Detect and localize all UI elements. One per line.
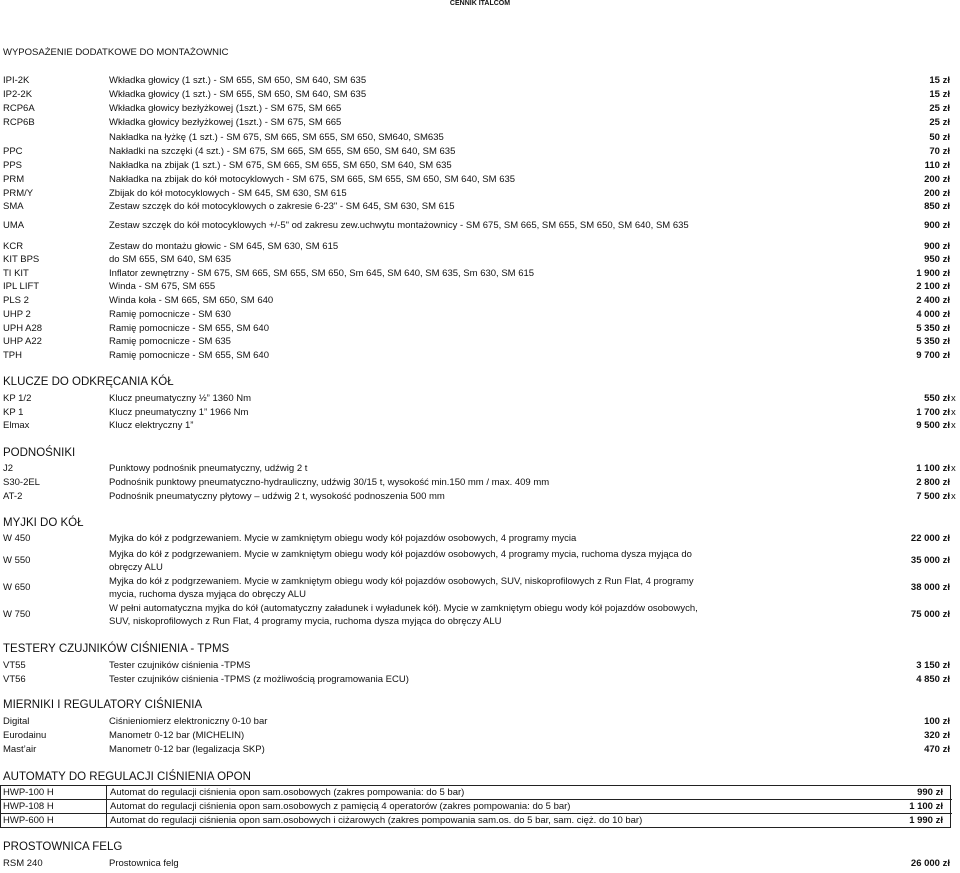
product-price: 25 zł <box>929 117 950 128</box>
section-title-tpms: TESTERY CZUJNIKÓW CIŚNIENIA - TPMS <box>3 643 230 655</box>
row-mark: x <box>951 407 956 418</box>
product-price: 7 500 zł <box>916 491 950 502</box>
product-code: HWP-108 H <box>3 801 54 812</box>
section-title-montaz: WYPOSAŻENIE DODATKOWE DO MONTAŻOWNIC <box>3 47 229 58</box>
product-description: Manometr 0-12 bar (legalizacja SKP) <box>109 744 265 755</box>
row-mark: x <box>951 420 956 431</box>
product-code: TPH <box>3 350 22 361</box>
row-mark: x <box>951 463 956 474</box>
table-row <box>0 575 960 601</box>
product-code: KCR <box>3 241 24 252</box>
product-description: Nakładka na zbijak do kół motocyklowych - SM 675, SM 665, SM 655, SM 650, SM 640, SM 635 <box>109 174 516 185</box>
table-row <box>0 219 960 232</box>
product-price: 75 000 zł <box>910 609 950 620</box>
table-row <box>0 462 960 475</box>
product-price: 100 zł <box>924 716 950 727</box>
product-description: Nakładki na szczęki (4 szt.) - SM 675, SM 665, SM 655, SM 650, SM 640, SM 635 <box>109 146 456 157</box>
product-code: HWP-100 H <box>3 787 54 798</box>
table-row <box>0 406 960 419</box>
product-code: RCP6A <box>3 103 35 114</box>
product-description: Wkładka głowicy bezłyżkowej (1szt.) - SM 675, SM 665 <box>109 103 342 114</box>
product-code: PPC <box>3 146 23 157</box>
product-description: Prostownica felg <box>109 858 179 869</box>
row-mark: x <box>951 393 956 404</box>
product-code: Digital <box>3 716 30 727</box>
table-row <box>0 200 960 213</box>
product-price: 2 800 zł <box>916 477 950 488</box>
table-row <box>0 490 960 503</box>
table-row <box>0 729 960 742</box>
table-row <box>0 602 960 628</box>
product-description: Tester czujników ciśnienia -TPMS (z możliwością programowania ECU) <box>109 674 409 685</box>
table-row <box>0 532 960 545</box>
table-row <box>0 187 960 200</box>
product-description: Automat do regulacji ciśnienia opon sam.osobowych (zakres pompowania: do 5 bar) <box>110 787 465 798</box>
product-description: Zestaw szczęk do kół motocyklowych o zakresie 6-23" - SM 645, SM 630, SM 615 <box>109 201 455 212</box>
row-mark: x <box>951 491 956 502</box>
table-row <box>0 476 960 489</box>
table-row <box>0 548 960 574</box>
product-price: 22 000 zł <box>910 533 950 544</box>
product-price: 9 700 zł <box>916 350 950 361</box>
product-description: Zestaw szczęk do kół motocyklowych +/-5" od zakresu zew.uchwytu montażownicy - SM 675, SM 665, SM 655, SM 650, SM 640, SM 635 <box>109 220 689 231</box>
table-row <box>0 240 960 253</box>
table-row <box>0 419 960 432</box>
product-price: 25 zł <box>929 103 950 114</box>
product-code: UHP A22 <box>3 336 42 347</box>
product-code: IP2-2K <box>3 89 33 100</box>
table-row <box>1 786 952 800</box>
table-row <box>1 800 952 814</box>
product-price: 15 zł <box>929 89 950 100</box>
page-header: CENNIK ITALCOM <box>449 0 511 7</box>
product-code: KP 1/2 <box>3 393 32 404</box>
table-row <box>0 131 960 144</box>
product-code: Eurodainu <box>3 730 47 741</box>
product-code: W 650 <box>3 582 31 593</box>
product-description: Manometr 0-12 bar (MICHELIN) <box>109 730 245 741</box>
product-price: 950 zł <box>924 254 950 265</box>
product-code: IPL LIFT <box>3 281 40 292</box>
product-description: Klucz pneumatyczny ½” 1360 Nm <box>109 393 252 404</box>
product-code: W 550 <box>3 555 31 566</box>
table-row <box>0 74 960 87</box>
product-price: 9 500 zł <box>916 420 950 431</box>
product-code: J2 <box>3 463 14 474</box>
product-description: Podnośnik punktowy pneumatyczno-hydrauliczny, udźwig 30/15 t, wysokość min.150 mm / max. 409 mm <box>109 477 550 488</box>
product-price: 3 150 zł <box>916 660 950 671</box>
product-price: 2 100 zł <box>916 281 950 292</box>
product-description: W pełni automatyczna myjka do kół (automatyczny załadunek i wyładunek kół). Mycie w zamkniętym obiegu wody kół pojazdów osobowych, SUV, niskoprofilowych z Run Flat, 4 programy mycia, ruchoma dysza myjąca do obręczy ALU <box>109 603 698 627</box>
product-code: KIT BPS <box>3 254 40 265</box>
product-code: UPH A28 <box>3 323 43 334</box>
product-description: Punktowy podnośnik pneumatyczny, udźwig 2 t <box>109 463 308 474</box>
product-code: Elmax <box>3 420 30 431</box>
product-price: 5 350 zł <box>916 336 950 347</box>
table-row <box>0 280 960 293</box>
product-description: Nakładka na łyżkę (1 szt.) - SM 675, SM 665, SM 655, SM 650, SM640, SM635 <box>109 132 444 143</box>
table-row <box>0 145 960 158</box>
product-code: AT-2 <box>3 491 23 502</box>
product-price: 35 000 zł <box>910 555 950 566</box>
product-price: 70 zł <box>929 146 950 157</box>
product-description: Myjka do kół z podgrzewaniem. Mycie w zamkniętym obiegu wody kół pojazdów osobowych, 4 programy mycia, ruchoma dysza myjąca do obręczy ALU <box>109 549 692 573</box>
table-row <box>0 715 960 728</box>
section-title-automaty: AUTOMATY DO REGULACJI CIŚNIENIA OPON <box>3 771 251 783</box>
product-price: 1 990 zł <box>909 815 943 826</box>
product-description: Automat do regulacji ciśnienia opon sam.osobowych z pamięcią 4 operatorów (zakres pompowania: do 5 bar) <box>110 801 571 812</box>
table-row <box>0 116 960 129</box>
table-row <box>0 392 960 405</box>
table-row <box>0 322 960 335</box>
product-description: Inflator zewnętrzny - SM 675, SM 665, SM 655, SM 650, Sm 645, SM 640, SM 635, Sm 630, SM 615 <box>109 268 535 279</box>
product-code: RCP6B <box>3 117 35 128</box>
product-price: 900 zł <box>924 241 950 252</box>
product-description: Podnośnik pneumatyczny płytowy – udźwig 2 t, wysokość podnoszenia 500 mm <box>109 491 445 502</box>
product-description: Zestaw do montażu głowic - SM 645, SM 630, SM 615 <box>109 241 339 252</box>
product-code: PLS 2 <box>3 295 29 306</box>
section-title-podnosniki: PODNOŚNIKI <box>3 447 76 459</box>
table-row <box>0 673 960 686</box>
section-title-mierniki: MIERNIKI I REGULATORY CIŚNIENIA <box>3 699 203 711</box>
product-code: S30-2EL <box>3 477 40 488</box>
product-price: 4 850 zł <box>916 674 950 685</box>
product-description: Wkładka głowicy (1 szt.) - SM 655, SM 650, SM 640, SM 635 <box>109 89 367 100</box>
product-code: TI KIT <box>3 268 29 279</box>
table-row <box>0 173 960 186</box>
table-row <box>1 814 952 828</box>
table-row <box>0 267 960 280</box>
product-description: Ramię pomocnicze - SM 655, SM 640 <box>109 323 269 334</box>
product-price: 470 zł <box>924 744 950 755</box>
product-code: W 450 <box>3 533 31 544</box>
product-price: 1 100 zł <box>909 801 943 812</box>
product-code: W 750 <box>3 609 31 620</box>
product-description: Wkładka głowicy bezłyżkowej (1szt.) - SM 675, SM 665 <box>109 117 342 128</box>
product-description: Ramię pomocnicze - SM 635 <box>109 336 231 347</box>
product-description: Winda koła - SM 665, SM 650, SM 640 <box>109 295 274 306</box>
product-code: KP 1 <box>3 407 24 418</box>
product-price: 850 zł <box>924 201 950 212</box>
product-code: PPS <box>3 160 23 171</box>
table-row <box>0 308 960 321</box>
product-code: Mast’air <box>3 744 37 755</box>
table-row <box>0 253 960 266</box>
product-description: Automat do regulacji ciśnienia opon sam.osobowych i ciżarowych (zakres pompowania sam.os. do 5 bar, sam. cięż. do 10 bar) <box>110 815 643 826</box>
product-price: 4 000 zł <box>916 309 950 320</box>
product-description: Zbijak do kół motocyklowych - SM 645, SM 630, SM 615 <box>109 188 347 199</box>
product-description: Winda - SM 675, SM 655 <box>109 281 216 292</box>
table-row <box>0 743 960 756</box>
table-row <box>0 857 960 870</box>
product-price: 200 zł <box>924 188 950 199</box>
product-price: 320 zł <box>924 730 950 741</box>
product-price: 1 100 zł <box>916 463 950 474</box>
product-description: Ramię pomocnicze - SM 630 <box>109 309 231 320</box>
product-description: Ciśnieniomierz elektroniczny 0-10 bar <box>109 716 268 727</box>
section-title-klucze: KLUCZE DO ODKRĘCANIA KÓŁ <box>3 376 174 388</box>
product-price: 110 zł <box>924 160 950 171</box>
product-code: VT56 <box>3 674 26 685</box>
product-code: VT55 <box>3 660 26 671</box>
product-code: IPI-2K <box>3 75 30 86</box>
product-price: 900 zł <box>924 220 950 231</box>
product-description: Ramię pomocnicze - SM 655, SM 640 <box>109 350 269 361</box>
table-row <box>0 659 960 672</box>
product-price: 1 900 zł <box>916 268 950 279</box>
product-description: Wkładka głowicy (1 szt.) - SM 655, SM 650, SM 640, SM 635 <box>109 75 367 86</box>
product-price: 15 zł <box>929 75 950 86</box>
section-title-prostownica: PROSTOWNICA FELG <box>3 841 123 853</box>
table-row <box>0 349 960 362</box>
product-code: PRM <box>3 174 25 185</box>
product-price: 2 400 zł <box>916 295 950 306</box>
table-row <box>0 88 960 101</box>
product-price: 990 zł <box>917 787 943 798</box>
product-price: 5 350 zł <box>916 323 950 334</box>
product-description: Klucz pneumatyczny 1” 1966 Nm <box>109 407 249 418</box>
table-row <box>0 335 960 348</box>
product-description: Klucz elektryczny 1” <box>109 420 194 431</box>
product-description: Nakładka na zbijak (1 szt.) - SM 675, SM 665, SM 655, SM 650, SM 640, SM 635 <box>109 160 452 171</box>
product-code: UHP 2 <box>3 309 31 320</box>
product-price: 50 zł <box>929 132 950 143</box>
product-price: 1 700 zł <box>916 407 950 418</box>
product-price: 550 zł <box>924 393 950 404</box>
product-code: PRM/Y <box>3 188 34 199</box>
product-price: 38 000 zł <box>910 582 950 593</box>
product-description: Tester czujników ciśnienia -TPMS <box>109 660 251 671</box>
product-description: Myjka do kół z podgrzewaniem. Mycie w zamkniętym obiegu wody kół pojazdów osobowych, 4 programy mycia <box>109 533 577 544</box>
product-code: UMA <box>3 220 25 231</box>
product-code: RSM 240 <box>3 858 43 869</box>
section-title-myjki: MYJKI DO KÓŁ <box>3 517 84 529</box>
product-description: Myjka do kół z podgrzewaniem. Mycie w zamkniętym obiegu wody kół pojazdów osobowych, SUV, niskoprofilowych z Run Flat, 4 programy mycia, ruchoma dysza myjąca do obręczy ALU <box>109 576 694 600</box>
automaty-table <box>0 785 951 828</box>
product-code: HWP-600 H <box>3 815 54 826</box>
table-row <box>0 159 960 172</box>
product-price: 200 zł <box>924 174 950 185</box>
product-price: 26 000 zł <box>910 858 950 869</box>
product-code: SMA <box>3 201 24 212</box>
product-description: do SM 655, SM 640, SM 635 <box>109 254 231 265</box>
table-row <box>0 102 960 115</box>
table-row <box>0 294 960 307</box>
